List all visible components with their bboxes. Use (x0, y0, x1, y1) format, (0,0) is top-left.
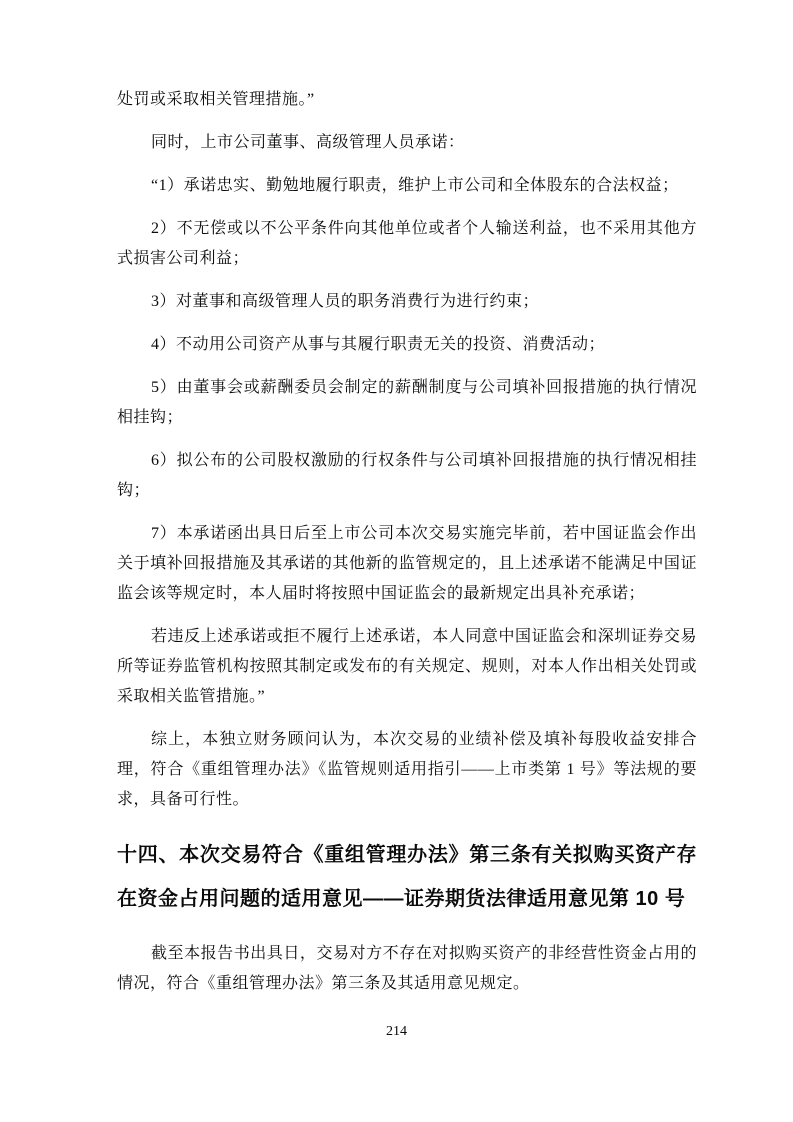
body-paragraph: 2）不无偿或以不公平条件向其他单位或者个人输送利益，也不采用其他方式损害公司利益； (117, 220, 697, 267)
body-paragraph: 截至本报告书出具日，交易对方不存在对拟购买资产的非经营性资金占用的情况，符合《重组管理办法》第三条及其适用意见规定。 (117, 945, 697, 992)
body-paragraph: 综上，本独立财务顾问认为，本次交易的业绩补偿及填补每股收益安排合理，符合《重组管理办法》《监管规则适用指引——上市类第 1 号》等法规的要求，具备可行性。 (117, 731, 697, 808)
body-paragraph: 7）本承诺函出具日后至上市公司本次交易实施完毕前，若中国证监会作出关于填补回报措施及其承诺的其他新的监管规定的，且上述承诺不能满足中国证监会该等规定时，本人届时将按照中国证监会的最新规定出具补充承诺； (117, 525, 697, 602)
body-paragraph: 3）对董事和高级管理人员的职务消费行为进行约束； (151, 293, 540, 310)
section-heading: 十四、本次交易符合《重组管理办法》第三条有关拟购买资产存在资金占用问题的适用意见——证券期货法律适用意见第 10 号 (117, 844, 697, 910)
body-paragraph: 处罚或采取相关管理措施。” (117, 91, 315, 108)
body-paragraph: 5）由董事会或薪酬委员会制定的薪酬制度与公司填补回报措施的执行情况相挂钩； (117, 379, 697, 426)
page-number: 214 (386, 1024, 407, 1039)
body-paragraph: 同时，上市公司董事、高级管理人员承诺： (151, 134, 465, 151)
document-content (117, 85, 697, 1012)
body-paragraph: “1）承诺忠实、勤勉地履行职责，维护上市公司和全体股东的合法权益； (151, 177, 679, 194)
body-paragraph: 4）不动用公司资产从事与其履行职责无关的投资、消费活动； (151, 336, 606, 353)
body-paragraph: 若违反上述承诺或拒不履行上述承诺，本人同意中国证监会和深圳证券交易所等证券监管机构按照其制定或发布的有关规定、规则，对本人作出相关处罚或采取相关监管措施。” (117, 628, 697, 705)
body-paragraph: 6）拟公布的公司股权激励的行权条件与公司填补回报措施的执行情况相挂钩； (117, 452, 697, 499)
